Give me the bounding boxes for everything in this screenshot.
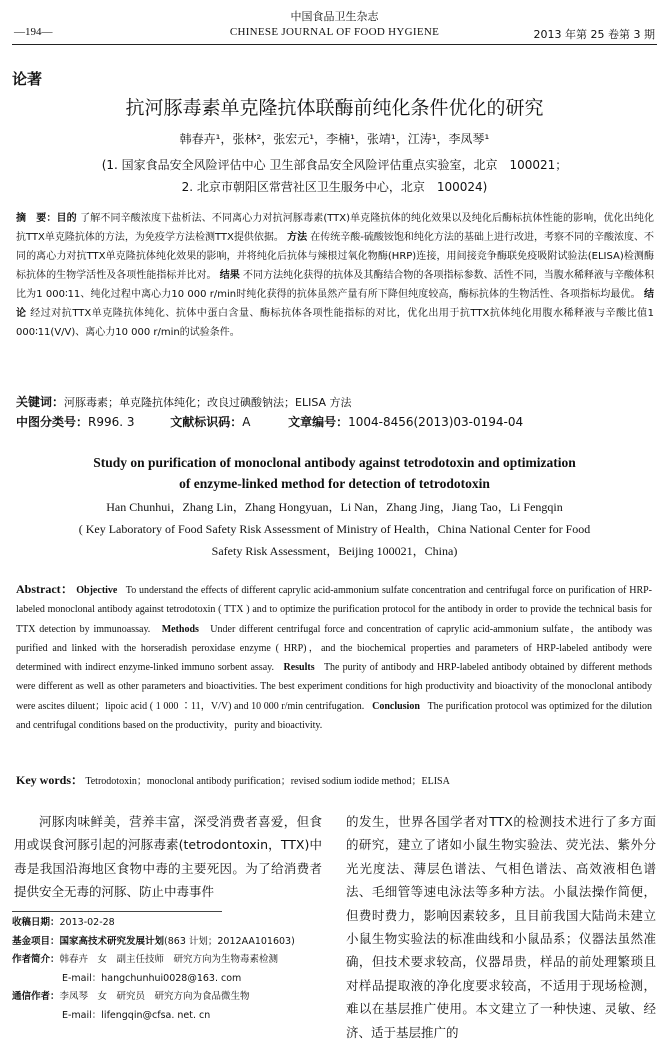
affiliation-cn-1: (1. 国家食品安全风险评估中心 卫生部食品安全风险评估重点实验室，北京 100021； [101,158,568,172]
article-number-value: 1004-8456(2013)03-0194-04 [348,415,524,429]
title-en-line-1: Study on purification of monoclonal antibody against tetrodotoxin and optimization [93,455,576,470]
methods-cn: 在传统辛酸-硫酸铵饱和纯化方法的基础上进行改进，考察不同的辛酸浓度、不同的离心力对抗TTX单克隆抗体纯化效果的影响，并将纯化后抗体与辣根过氧化物酶(HRP)连接，用间接竞争酶联免疫吸附试验法(ELISA)检测酶标抗体的生物学活性及各项性能指标并比对。 [16,232,654,281]
keywords-en-text: Tetrodotoxin；monoclonal antibody purification；revised sodium iodide method；ELISA [85,776,450,787]
abstract-en-label: Abstract： [16,582,74,596]
clc-value: R996. 3 [88,415,135,429]
issue-info: 2013 年第 25 卷第 3 期 [533,28,655,41]
corresponding-email[interactable]: E-mail：lifengqin@cfsa. net. cn [62,1009,211,1021]
conclusion-en: The purification protocol was optimized for the dilution and centrifugal conditions based on the productivity，purity and bioactivity. [16,700,652,732]
page-number: —194— [14,26,53,38]
methods-en: Under different centrifugal force and concentration of caprylic acid-ammonium sulfate，the antibody was purified and linked with the horseradish peroxidase enzyme ( HRP)，and the biochemical properties and parameters of HRP-labeled antibody were determined with indirect enzyme-linked immuno sorbent assay. [16,623,652,674]
corresponding-label: 通信作者： [12,991,60,1002]
authors-en: Han Chunhui，Zhang Lin，Zhang Hongyuan，Li Nan，Zhang Jing，Jiang Tao，Li Fengqin [106,500,563,514]
author-label: 作者简介： [12,954,60,965]
author-info [12,951,322,970]
keywords-cn [16,393,352,410]
corresponding-info [12,988,322,1007]
received-date [12,914,322,933]
title-en-line-2: of enzyme-linked method for detection of tetrodotoxin [179,476,490,491]
fund-info [12,933,322,952]
methods-label-en: Methods [161,623,199,635]
methods-label-cn: 方法 [287,232,308,243]
results-label-en: Results [283,662,315,674]
objective-label-cn: 目的 [56,213,77,224]
body-left-column: 河豚肉味鲜美，营养丰富，深受消费者喜爱，但食用或误食河豚引起的河豚毒素(tetrodontoxin，TTX)中毒是我国沿海地区食物中毒的主要死因。为了给消费者提供安全无毒的河豚、防止中毒事件 [14,814,322,900]
conclusion-label-en: Conclusion [372,700,420,712]
affiliation-cn-2: 2. 北京市朝阳区常营社区卫生服务中心，北京 100024) [181,180,488,194]
authors-cn: 韩春卉¹，张林²，张宏元¹，李楠¹，张靖¹，江涛¹，李凤琴¹ [179,132,490,146]
affiliation-en-1: ( Key Laboratory of Food Safety Risk Assessment of Ministry of Health，China National Center for Food [78,522,591,536]
journal-name-en: CHINESE JOURNAL OF FOOD HYGIENE [229,26,440,38]
objective-label-en: Objective [76,585,118,596]
keywords-cn-label: 关键词： [16,395,65,409]
keywords-en-label: Key words： [16,773,83,787]
corresponding-value: 李凤琴 女 研究员 研究方向为食品微生物 [59,991,250,1002]
author-value: 韩春卉 女 副主任技师 研究方向为生物毒素检测 [59,954,279,965]
footnote-rule [12,911,222,912]
footnotes [12,914,322,1025]
abstract-cn [16,209,654,342]
fund-label: 基金项目： [12,935,60,947]
section-label: 论著 [12,70,43,88]
results-label-cn: 结果 [219,270,240,281]
results-en: The purity of antibody and HRP-labeled antibody obtained by different methods were different as well as other parameters and bioactivities. The best experiment conditions for high productivity and bioactivity of the monoclonal antibody were ascites diluent；lipoic acid ( 1 000 ∶11，V/V) and 10 000 r/min centrifugation. [16,662,652,712]
abstract-en [16,580,652,735]
received-label: 收稿日期： [12,917,60,928]
fund-name: 国家高技术研究发展计划 [59,935,165,947]
journal-name-cn: 中国食品卫生杂志 [290,10,379,23]
title-cn: 抗河豚毒素单克隆抗体联酶前纯化条件优化的研究 [125,97,544,119]
author-email[interactable]: E-mail：hangchunhui0028@163. com [62,972,242,984]
classification-line [16,413,523,430]
received-value: 2013-02-28 [59,917,115,928]
keywords-en [16,771,450,788]
header-rule [12,44,657,45]
doc-code-value: A [242,415,251,429]
objective-en: To understand the effects of different caprylic acid-ammonium sulfate concentration and centrifugal force on purification of HRP-labeled monoclonal antibody against tetrodotoxin ( TTX ) and to optimize the purification protocol for the antibody in order to provide the technical basis for TTX detection by immunoassay. [16,585,653,635]
body-right-column: 的发生，世界各国学者对TTX的检测技术进行了多方面的研究，建立了诸如小鼠生物实验法、荧光法、紫外分光光度法、薄层色谱法、气相色谱法、高效液相色谱法、毛细管等速电泳法等多种方法。小鼠法操作简便，但费时费力，影响因素较多，且目前我国大陆尚未建立小鼠生物实验法的标准曲线和小鼠品系；仪器法虽然准确，但技术要求较高，仪器昂贵，样品的前处理繁琐且对样品提取液的净化度要求较高，不适用于现场检测，难以在基层推广使用。本文建立了一种快速、灵敏、经济、适于基层推广的 [346,814,656,1040]
conclusion-label-cn: 结论 [16,289,654,319]
fund-value: (863 计划；2012AA101603) [164,935,295,947]
article-number-label: 文章编号： [288,415,349,429]
affiliation-en-2: Safety Risk Assessment，Beijing 100021，China) [211,544,458,558]
doc-code-label: 文献标识码： [170,415,243,429]
results-cn: 不同方法纯化获得的抗体及其酶结合物的各项指标参数、活性不同，当腹水稀释液与辛酸体积比为1 000∶11、纯化过程中离心力10 000 r/min时纯化获得的抗体虽然产量有所下降但纯度较高，酶标抗体的生物活性、各项指标均最优。 [16,270,655,300]
conclusion-cn: 经过对抗TTX单克隆抗体纯化、抗体中蛋白含量、酶标抗体各项性能指标的对比，优化出用于抗TTX抗体纯化用腹水稀释液与辛酸比值1 000∶11(V/V)、离心力10 000 r/min的试验条件。 [16,308,654,338]
clc-label: 中图分类号： [16,415,89,429]
abstract-cn-label: 摘 要： [16,213,57,224]
keywords-cn-text: 河豚毒素；单克隆抗体纯化；改良过碘酸钠法；ELISA 方法 [64,396,352,409]
objective-cn: 了解不同辛酸浓度下盐析法、不同离心力对抗河豚毒素(TTX)单克隆抗体的纯化效果以及纯化后酶标抗体性能的影响，优化出纯化抗TTX单克隆抗体的方法，为免疫学方法检测TTX提供依据。 [16,213,655,243]
